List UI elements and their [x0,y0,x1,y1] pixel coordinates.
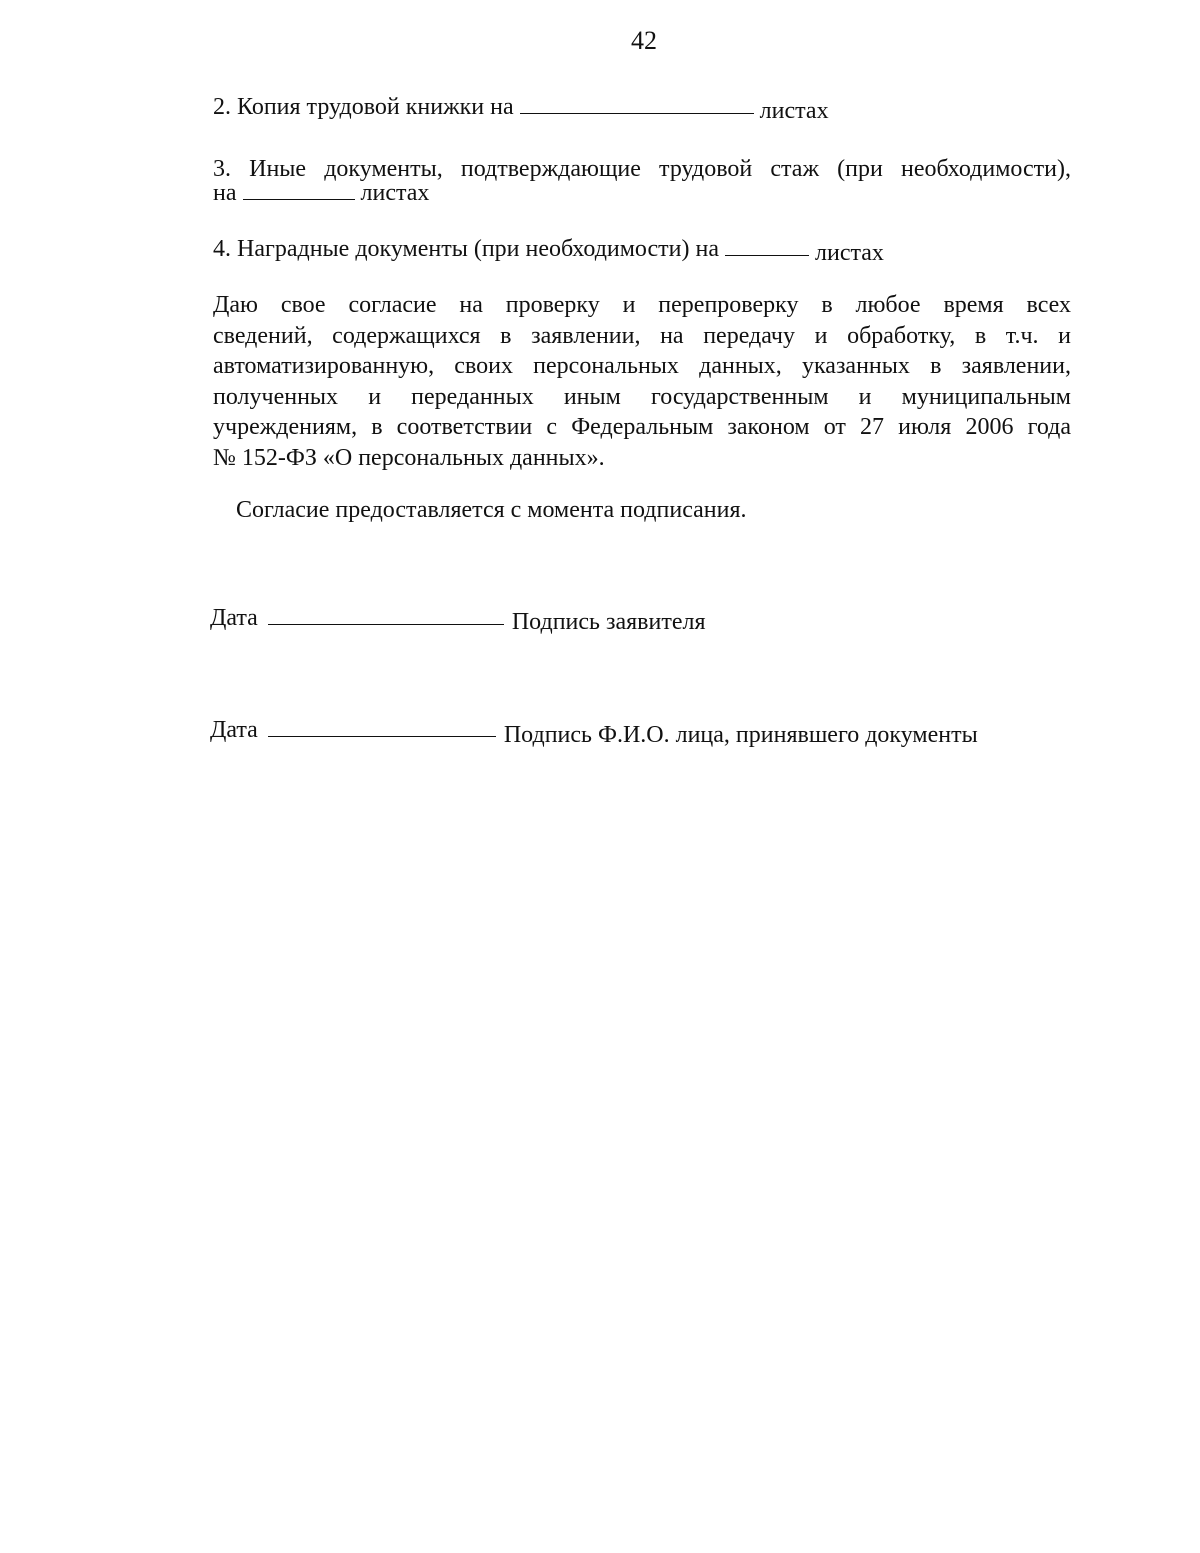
signature-caption: Подпись заявителя [511,609,706,635]
item-award-documents-label: 4. Наградные документы (при необходимости) на [213,236,720,262]
item-other-documents-line2 [213,179,429,207]
date-blank[interactable] [268,604,504,625]
applicant-signature-row [210,604,706,635]
sheet-count-blank[interactable] [243,179,355,200]
date-label: Дата [210,717,258,743]
item-award-documents [213,235,884,266]
item-award-documents-suffix: листах [815,240,884,266]
item-copy-workbook [213,93,829,124]
page-number: 42 [631,26,657,55]
consent-paragraph [213,290,1071,473]
consent-line: полученных и переданных иным государственным и муниципальным [213,383,1071,410]
item-other-documents-label: 3. Иные документы, подтверждающие трудовой стаж (при необходимости), [213,156,1071,182]
item-copy-workbook-suffix: листах [759,98,829,124]
consent-validity: Согласие предоставляется с момента подписания. [236,497,747,523]
consent-line: автоматизированную, своих персональных данных, указанных в заявлении, [213,353,1071,379]
consent-line: Даю свое согласие на проверку и перепроверку в любое время всех [213,292,1071,318]
sheet-count-blank[interactable] [725,235,809,256]
receiver-signature-row [210,716,978,748]
sheet-count-blank[interactable] [520,93,754,114]
item-other-documents-prefix: на [213,180,237,206]
item-copy-workbook-label: 2. Копия трудовой книжки на [213,94,514,120]
consent-line: учреждениям, в соответствии с Федеральным законом от 27 июля 2006 года [213,414,1071,440]
consent-line: сведений, содержащихся в заявлении, на передачу и обработку, в т.ч. и [213,322,1071,349]
signature-caption: Подпись Ф.И.О. лица, принявшего документы [503,722,978,748]
date-label: Дата [210,605,258,631]
item-other-documents-suffix: листах [360,180,430,206]
date-blank[interactable] [268,716,496,737]
consent-line: № 152-ФЗ «О персональных данных». [213,444,605,471]
